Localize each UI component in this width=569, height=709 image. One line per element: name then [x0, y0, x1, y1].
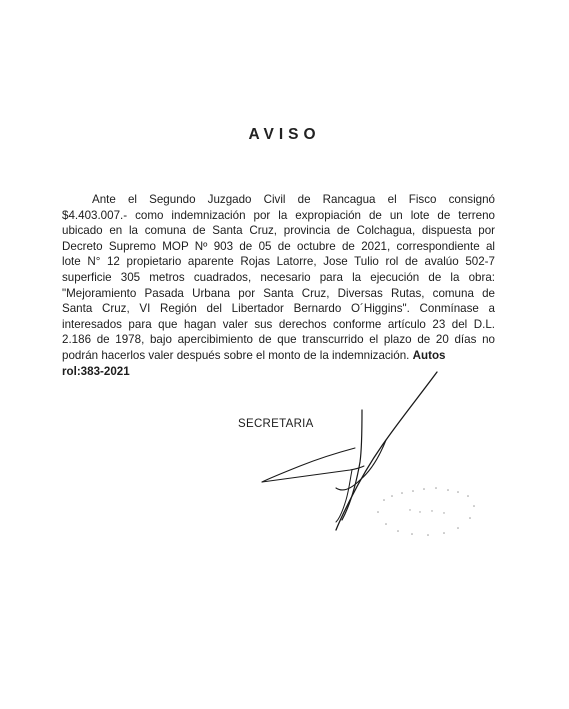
body-line: Decreto Supremo MOP Nº 903 de 05 de octubre de 2021, correspondiente al	[62, 239, 495, 253]
stamp-speck	[457, 491, 459, 493]
stamp-speck	[467, 495, 469, 497]
body-line: ubicado en la comuna de Santa Cruz, provincia de Colchagua, dispuesta por	[62, 224, 495, 238]
body-line: Ante el Segundo Juzgado Civil de Rancagua el Fisco consignó	[92, 193, 495, 206]
notice-body	[62, 192, 495, 379]
stamp-speck	[427, 534, 429, 536]
signature-stroke	[342, 410, 362, 520]
stamp-speck	[409, 509, 410, 510]
stamp-speck	[431, 510, 432, 511]
stamp-speck	[411, 533, 413, 535]
body-line: Santa Cruz, VI Región del Libertador Bernardo O´Higgins". Conmínase a	[62, 302, 495, 316]
body-line-text: podrán hacerlos valer después sobre el monto de la indemnización.	[62, 348, 410, 362]
body-line-last	[62, 348, 495, 364]
stamp-speck	[457, 527, 459, 529]
stamp-speck	[419, 511, 420, 512]
signature-stroke	[336, 372, 437, 530]
signature-stroke	[336, 440, 386, 490]
stamp-speck	[397, 530, 399, 532]
signature-stroke	[336, 470, 352, 522]
signature-stroke	[262, 466, 364, 482]
body-line: $4.403.007.- como indemnización por la expropiación de un lote de terreno	[62, 208, 495, 222]
autos-label: Autos	[412, 348, 446, 362]
stamp-speck	[469, 517, 471, 519]
stamp-speck	[447, 489, 449, 491]
stamp-speck	[377, 511, 379, 513]
stamp-speck	[401, 492, 403, 494]
stamp-speck	[423, 488, 425, 490]
body-line: lote N° 12 propietario aparente Rojas Latorre, Jose Tulio rol de avalúo 502-7	[62, 255, 495, 269]
signatory-title: SECRETARIA	[238, 418, 314, 430]
body-line: 2.186 de 1978, bajo apercibimiento de que transcurrido el plazo de 20 días no	[62, 333, 495, 347]
stamp-speck	[435, 487, 437, 489]
body-line: superficie 305 metros cuadrados, necesario para la ejecución de la obra:	[62, 270, 495, 284]
body-line: "Mejoramiento Pasada Urbana por Santa Cruz, Diversas Rutas, comuna de	[62, 286, 495, 300]
stamp-speck	[473, 505, 475, 507]
stamp-speck	[391, 495, 393, 497]
stamp-speck	[443, 512, 444, 513]
stamp-speck	[383, 499, 385, 501]
stamp-speck	[412, 490, 414, 492]
signature-stroke	[262, 448, 355, 482]
stamp-speck	[385, 523, 387, 525]
stamp-speck	[443, 532, 445, 534]
body-line: interesados para que hagan valer sus derechos conforme artículo 23 del D.L.	[62, 317, 495, 331]
case-rol: rol:383-2021	[62, 364, 130, 378]
notice-title: AVISO	[248, 126, 321, 143]
